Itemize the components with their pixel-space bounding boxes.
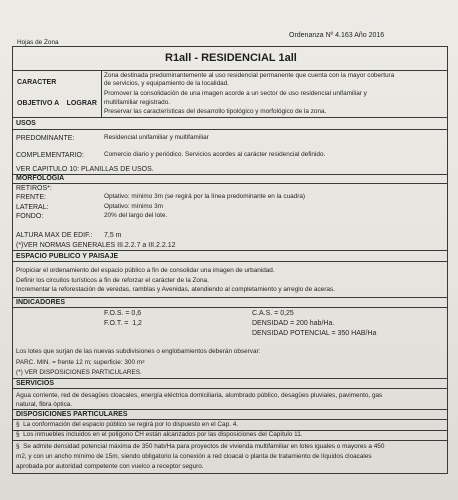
espacio-heading: ESPACIO PUBLICO Y PAISAJE xyxy=(16,253,119,260)
ver-disposiciones-note: (*) VER DISPOSICIONES PARTICULARES. xyxy=(16,369,142,376)
character-column-divider xyxy=(101,70,102,117)
frame-top xyxy=(12,46,448,47)
disposicion-item: § La conformación del espacio público se regirá por lo dispuesto en el Cap. 4. xyxy=(16,421,239,428)
densidad-potencial-value: DENSIDAD POTENCIAL = 350 HAB/Ha xyxy=(252,330,377,337)
parc-min xyxy=(16,360,145,366)
espacio-line: Incrementar la reforestación de veredas, ramblas y Avenidas, atendiendo al completamiento y arreglo de aceras. xyxy=(16,286,335,293)
objetivo-label: OBJETIVO A LOGRAR xyxy=(17,100,97,107)
servicios-heading: SERVICIOS xyxy=(16,380,54,387)
lateral-value: Optativo: mínimo 3m xyxy=(104,203,163,210)
character-line: de servicios, y equipamiento de la localidad. xyxy=(104,80,230,87)
divider xyxy=(12,307,448,308)
altura-label: ALTURA MAX DE EDIF.: xyxy=(16,232,93,239)
frame-bottom xyxy=(12,473,448,474)
disposicion-item: § Los inmuebles incluidos en el polígono CH están alcanzados por las disposiciones del Capítulo 11. xyxy=(16,431,303,438)
zone-title: R1all - RESIDENCIAL 1all xyxy=(165,52,297,64)
divider xyxy=(12,388,448,389)
disposicion-item-continuation: aprobada por autoridad competente con vuelco a receptor seguro. xyxy=(16,463,204,470)
usos-heading: USOS xyxy=(16,120,36,127)
divider xyxy=(12,117,448,118)
retiros-label: RETIROS*: xyxy=(16,185,52,192)
character-line: Preservar las características del desarrollo tipológico y morfológico de la zona. xyxy=(104,108,327,115)
parc-min-superscript: 2 xyxy=(142,359,145,364)
complementario-value: Comercio diario y periódico. Servicios acordes al carácter residencial definido. xyxy=(104,151,326,158)
divider xyxy=(12,250,448,251)
ordinance-label: Ordenanza Nº 4.163 Año 2016 xyxy=(289,32,385,39)
predominante-label: PREDOMINANTE: xyxy=(16,135,75,142)
espacio-line: Propiciar el ordenamiento del espacio público a fin de consolidar una imagen de urbanidad. xyxy=(16,267,275,274)
cas-value: C.A.S. = 0,25 xyxy=(252,310,294,317)
character-line: Zona destinada predominantemente al uso residencial permanente que cuenta con la mayor cobertura xyxy=(104,72,395,79)
indicadores-heading: INDICADORES xyxy=(16,299,66,306)
divider xyxy=(12,174,448,175)
divider xyxy=(12,261,448,262)
fot-value: F.O.T. = 1,2 xyxy=(104,320,142,327)
sheet-label: Hojas de Zona xyxy=(17,39,59,46)
servicios-line: Agua corriente, red de desagües cloacales, energía eléctrica domiciliaria, alumbrado público, desagües pluviales, pavimento, gas xyxy=(16,392,383,399)
caracter-label: CARACTER xyxy=(17,79,57,86)
normas-generales-note: (*)VER NORMAS GENERALES III.2.2.7 a III.2.2.12 xyxy=(16,242,176,249)
fondo-value: 20% del largo del lote. xyxy=(104,212,168,219)
disposicion-item: § Se admite densidad potencial máxima de 350 hab/Ha para proyectos de vivienda multifamiliar en lotes iguales o mayores a 450 xyxy=(16,443,385,450)
predominante-value: Residencial unifamiliar y multifamiliar xyxy=(104,134,209,141)
espacio-line: Definir los circuitos turísticos a fin de reforzar el carácter de la Zona. xyxy=(16,277,209,284)
divider xyxy=(12,378,448,379)
parc-min-text: PARC. MIN. = frente 12 m; superficie: 300 m xyxy=(16,359,143,366)
lotes-note: Los lotes que surjan de las nuevas subdivisiones o englobamientos deberán observar: xyxy=(16,348,261,355)
divider xyxy=(12,440,448,441)
disposiciones-heading: DISPOSICIONES PARTICULARES xyxy=(16,411,128,418)
divider xyxy=(12,183,448,184)
divider xyxy=(12,129,448,130)
usos-ver-capitulo: VER CAPITULO 10: PLANILLAS DE USOS. xyxy=(16,166,154,173)
morfologia-heading: MORFOLOGIA xyxy=(16,175,65,182)
complementario-label: COMPLEMENTARIO: xyxy=(16,152,84,159)
frente-label: FRENTE: xyxy=(16,194,46,201)
frente-value: Optativo: mínimo 3m (se regirá por la línea predominante en la cuadra) xyxy=(104,193,306,200)
character-line: multifamiliar registrado. xyxy=(104,99,171,106)
densidad-value: DENSIDAD = 200 hab/Ha. xyxy=(252,320,335,327)
lateral-label: LATERAL: xyxy=(16,204,49,211)
divider xyxy=(12,70,448,71)
divider xyxy=(12,297,448,298)
disposicion-item-continuation: m2, y con un ancho mínimo de 15m, siendo obligatorio la conexión a red cloacal o planta de tratamiento de líquidos cloacales xyxy=(16,453,372,460)
fos-value: F.O.S. = 0,6 xyxy=(104,310,142,317)
servicios-line: natural, fibra óptica. xyxy=(16,401,73,408)
fondo-label: FONDO: xyxy=(16,213,44,220)
divider xyxy=(12,419,448,420)
character-line: Promover la consolidación de una imagen acorde a un sector de uso residencial unifamiliar y xyxy=(104,90,367,97)
altura-value: 7,5 m xyxy=(104,232,122,239)
divider xyxy=(12,409,448,410)
